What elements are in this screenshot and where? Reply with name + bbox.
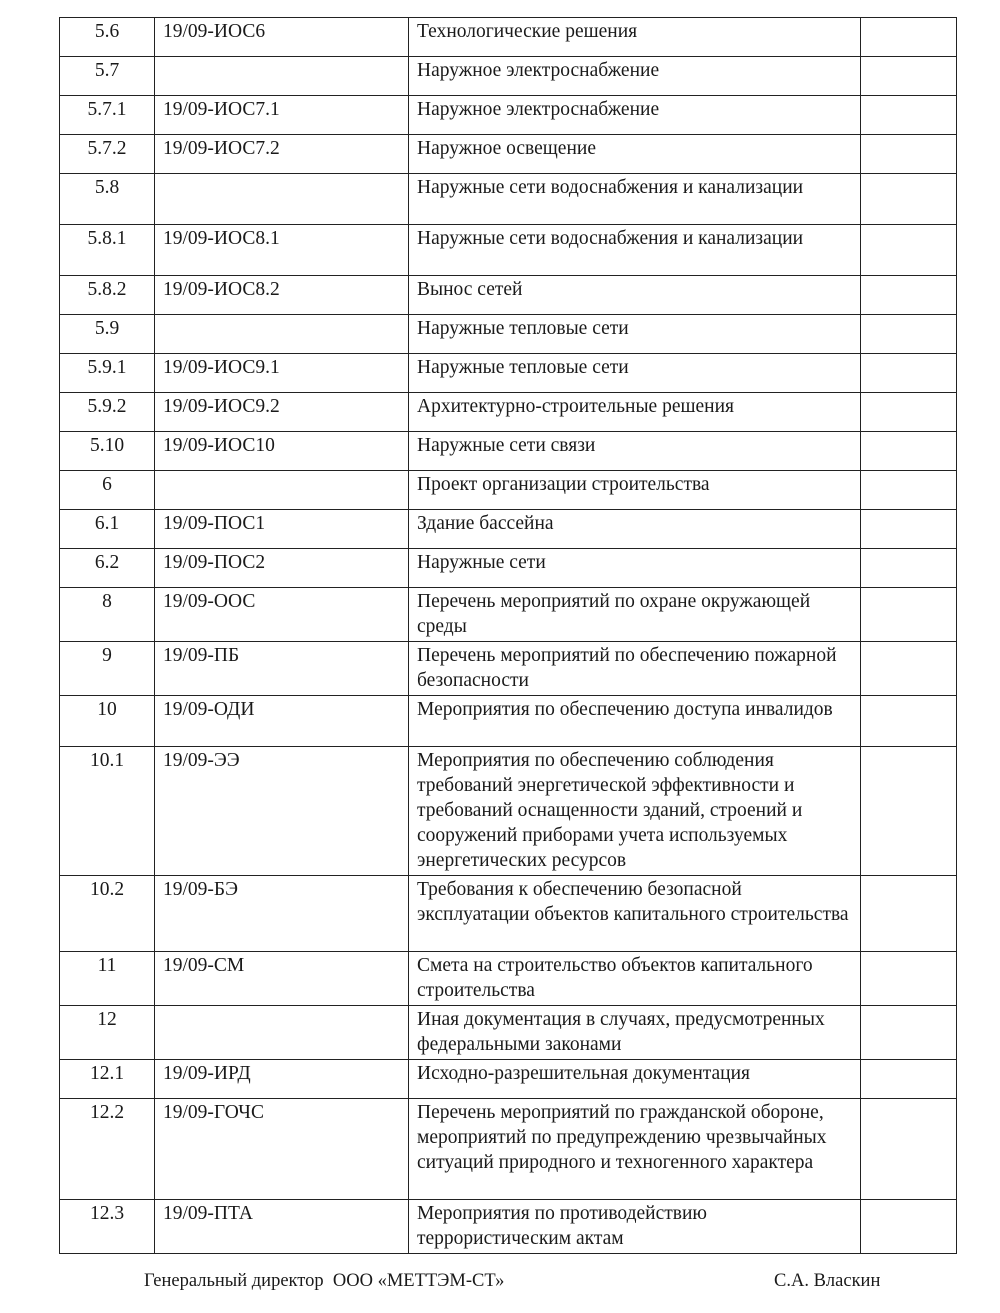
note-cell (861, 696, 957, 747)
section-number: 9 (60, 642, 155, 696)
section-name: Наружные сети (409, 549, 861, 588)
section-name: Архитектурно-строительные решения (409, 393, 861, 432)
table-row (60, 315, 957, 354)
document-code: 19/09-ПТА (155, 1200, 409, 1254)
document-code: 19/09-ИОС8.2 (155, 276, 409, 315)
section-number: 8 (60, 588, 155, 642)
note-cell (861, 747, 957, 876)
section-name: Наружное освещение (409, 135, 861, 174)
note-cell (861, 225, 957, 276)
document-code (155, 174, 409, 225)
document-code: 19/09-ИОС6 (155, 18, 409, 57)
section-number: 6.2 (60, 549, 155, 588)
section-number: 5.6 (60, 18, 155, 57)
document-code: 19/09-ИОС10 (155, 432, 409, 471)
section-number: 11 (60, 952, 155, 1006)
section-name: Смета на строительство объектов капитального строительства (409, 952, 861, 1006)
document-code: 19/09-ИОС9.2 (155, 393, 409, 432)
note-cell (861, 276, 957, 315)
note-cell (861, 1060, 957, 1099)
table-row (60, 588, 957, 642)
section-number: 10.1 (60, 747, 155, 876)
section-number: 6.1 (60, 510, 155, 549)
table-row (60, 57, 957, 96)
note-cell (861, 135, 957, 174)
document-code: 19/09-ИОС9.1 (155, 354, 409, 393)
note-cell (861, 432, 957, 471)
section-name: Проект организации строительства (409, 471, 861, 510)
table-row (60, 471, 957, 510)
document-code: 19/09-ИОС7.2 (155, 135, 409, 174)
table-row (60, 393, 957, 432)
section-number: 10 (60, 696, 155, 747)
section-number: 12.1 (60, 1060, 155, 1099)
document-code (155, 315, 409, 354)
document-code: 19/09-ООС (155, 588, 409, 642)
table-row (60, 1060, 957, 1099)
section-name: Наружные тепловые сети (409, 354, 861, 393)
document-code: 19/09-ПОС2 (155, 549, 409, 588)
document-code: 19/09-ИОС8.1 (155, 225, 409, 276)
document-code: 19/09-БЭ (155, 876, 409, 952)
footer-signatory: С.А. Власкин (774, 1271, 881, 1291)
note-cell (861, 315, 957, 354)
document-code: 19/09-ЭЭ (155, 747, 409, 876)
table-row (60, 1006, 957, 1060)
section-number: 12.3 (60, 1200, 155, 1254)
table-row (60, 876, 957, 952)
note-cell (861, 393, 957, 432)
section-number: 5.7 (60, 57, 155, 96)
note-cell (861, 876, 957, 952)
section-number: 5.9.2 (60, 393, 155, 432)
table-body (60, 18, 957, 1254)
document-code (155, 57, 409, 96)
section-name: Мероприятия по противодействию террористическим актам (409, 1200, 861, 1254)
document-code: 19/09-ИРД (155, 1060, 409, 1099)
section-number: 10.2 (60, 876, 155, 952)
table-row (60, 1099, 957, 1200)
table-row (60, 18, 957, 57)
note-cell (861, 18, 957, 57)
note-cell (861, 952, 957, 1006)
note-cell (861, 471, 957, 510)
note-cell (861, 549, 957, 588)
section-name: Наружное электроснабжение (409, 96, 861, 135)
note-cell (861, 1099, 957, 1200)
section-name: Наружное электроснабжение (409, 57, 861, 96)
table-row (60, 96, 957, 135)
table-row (60, 642, 957, 696)
note-cell (861, 57, 957, 96)
document-code (155, 471, 409, 510)
document-code: 19/09-ИОС7.1 (155, 96, 409, 135)
section-number: 5.8.2 (60, 276, 155, 315)
note-cell (861, 96, 957, 135)
section-name: Перечень мероприятий по гражданской обороне, мероприятий по предупреждению чрезвычайных ситуаций природного и техногенного характера (409, 1099, 861, 1200)
note-cell (861, 1200, 957, 1254)
note-cell (861, 510, 957, 549)
table-row (60, 432, 957, 471)
section-name: Перечень мероприятий по обеспечению пожарной безопасности (409, 642, 861, 696)
section-name: Требования к обеспечению безопасной эксплуатации объектов капитального строительства (409, 876, 861, 952)
section-number: 5.8.1 (60, 225, 155, 276)
section-number: 5.10 (60, 432, 155, 471)
table-row (60, 549, 957, 588)
section-name: Иная документация в случаях, предусмотренных федеральными законами (409, 1006, 861, 1060)
section-name: Вынос сетей (409, 276, 861, 315)
section-name: Наружные тепловые сети (409, 315, 861, 354)
document-code: 19/09-ПБ (155, 642, 409, 696)
document-code: 19/09-ГОЧС (155, 1099, 409, 1200)
table-row (60, 225, 957, 276)
document-code: 19/09-СМ (155, 952, 409, 1006)
table-row (60, 952, 957, 1006)
section-number: 6 (60, 471, 155, 510)
table-row (60, 1200, 957, 1254)
section-number: 5.9 (60, 315, 155, 354)
table-row (60, 747, 957, 876)
section-name: Мероприятия по обеспечению соблюдения требований энергетической эффективности и требований оснащенности зданий, строений и сооружений приборами учета используемых энергетических ресурсов (409, 747, 861, 876)
section-name: Наружные сети связи (409, 432, 861, 471)
section-name: Перечень мероприятий по охране окружающей среды (409, 588, 861, 642)
section-name: Здание бассейна (409, 510, 861, 549)
section-name: Наружные сети водоснабжения и канализации (409, 174, 861, 225)
section-number: 12 (60, 1006, 155, 1060)
table-row (60, 276, 957, 315)
note-cell (861, 354, 957, 393)
document-code (155, 1006, 409, 1060)
note-cell (861, 642, 957, 696)
section-number: 12.2 (60, 1099, 155, 1200)
section-number: 5.7.2 (60, 135, 155, 174)
table-row (60, 174, 957, 225)
documentation-table (59, 17, 957, 1254)
section-number: 5.8 (60, 174, 155, 225)
footer-position: Генеральный директор ООО «МЕТТЭМ-СТ» (144, 1271, 505, 1291)
section-name: Технологические решения (409, 18, 861, 57)
note-cell (861, 174, 957, 225)
document-code: 19/09-ПОС1 (155, 510, 409, 549)
section-name: Исходно-разрешительная документация (409, 1060, 861, 1099)
table-row (60, 135, 957, 174)
note-cell (861, 588, 957, 642)
section-name: Мероприятия по обеспечению доступа инвалидов (409, 696, 861, 747)
table-row (60, 696, 957, 747)
note-cell (861, 1006, 957, 1060)
document-code: 19/09-ОДИ (155, 696, 409, 747)
section-name: Наружные сети водоснабжения и канализации (409, 225, 861, 276)
table-row (60, 354, 957, 393)
section-number: 5.9.1 (60, 354, 155, 393)
section-number: 5.7.1 (60, 96, 155, 135)
table-row (60, 510, 957, 549)
